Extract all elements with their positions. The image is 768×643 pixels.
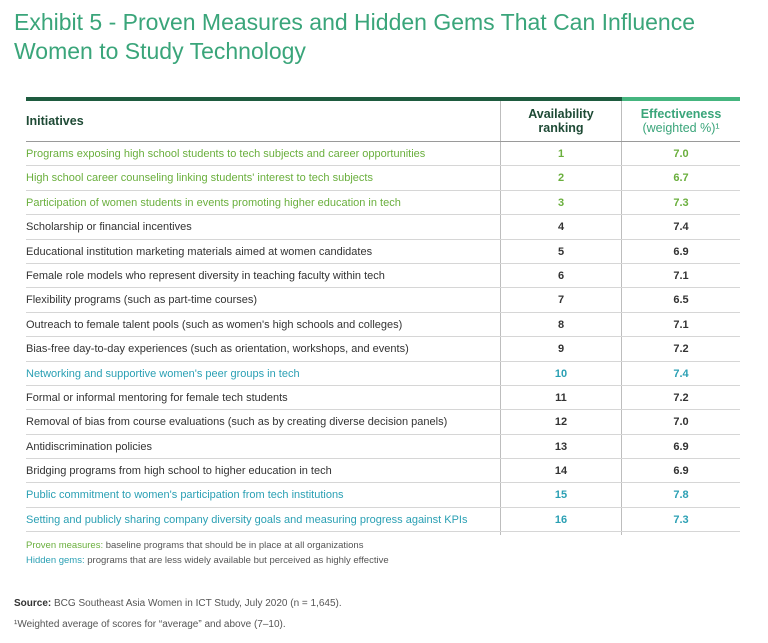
- header-availability-sub: ranking: [538, 121, 584, 135]
- table-row: [26, 435, 740, 459]
- availability-rank-cell: 3: [557, 196, 565, 209]
- initiative-cell: Setting and publicly sharing company diversity goals and measuring progress against KPIs: [26, 513, 468, 526]
- legend: [26, 538, 389, 568]
- header-availability-title: Availability: [528, 107, 594, 121]
- table-row: [26, 264, 740, 288]
- initiative-cell: Female role models who represent diversity in teaching faculty within tech: [26, 269, 385, 282]
- effectiveness-cell: 6.7: [673, 172, 689, 185]
- effectiveness-cell: 7.0: [673, 416, 689, 429]
- initiative-cell: Public commitment to women's participation from tech institutions: [26, 489, 344, 502]
- availability-rank-cell: 1: [557, 148, 565, 160]
- initiative-cell: Antidiscrimination policies: [26, 440, 152, 453]
- availability-rank-cell: 4: [557, 221, 565, 234]
- table-row: [26, 215, 740, 239]
- exhibit-title: Exhibit 5 - Proven Measures and Hidden Gems That Can Influence Women to Study Technology: [14, 9, 695, 64]
- availability-rank-cell: 8: [557, 318, 565, 331]
- availability-rank-cell: 5: [557, 245, 565, 258]
- table-row: [26, 483, 740, 507]
- legend-hidden: [26, 553, 389, 568]
- initiative-cell: Outreach to female talent pools (such as women's high schools and colleges): [26, 318, 403, 331]
- effectiveness-cell: 6.5: [673, 294, 689, 307]
- availability-rank-cell: 14: [554, 465, 568, 478]
- initiative-cell: Removal of bias from course evaluations (such as by creating diverse decision panels): [26, 416, 448, 429]
- availability-rank-cell: 2: [557, 172, 565, 185]
- legend-proven: [26, 538, 389, 553]
- initiative-cell: Participation of women students in events promoting higher education in tech: [26, 196, 401, 209]
- availability-rank-cell: 13: [554, 440, 568, 453]
- header-initiatives: Initiatives: [26, 114, 84, 128]
- effectiveness-cell: 7.0: [673, 148, 689, 160]
- effectiveness-cell: 7.1: [673, 318, 689, 331]
- table-row: [26, 459, 740, 483]
- effectiveness-cell: 7.4: [673, 221, 689, 234]
- header-effectiveness-sub: (weighted %)¹: [642, 121, 720, 135]
- effectiveness-cell: 7.1: [673, 269, 689, 282]
- availability-rank-cell: 11: [555, 391, 567, 404]
- table-row: [26, 362, 740, 386]
- table-header: [26, 101, 740, 142]
- header-availability: [500, 107, 622, 135]
- initiative-cell: Educational institution marketing materials aimed at women candidates: [26, 245, 373, 258]
- initiative-cell: Programs exposing high school students to tech subjects and career opportunities: [26, 148, 426, 160]
- effectiveness-cell: 7.2: [673, 391, 689, 404]
- availability-rank-cell: 7: [557, 294, 565, 307]
- table-row: [26, 166, 740, 190]
- effectiveness-cell: 6.9: [673, 245, 689, 258]
- initiatives-table: [26, 101, 740, 532]
- table-row: [26, 288, 740, 312]
- footnote: ¹Weighted average of scores for “average” and above (7–10).: [14, 619, 286, 630]
- availability-rank-cell: 9: [557, 343, 565, 356]
- initiative-cell: Scholarship or financial incentives: [26, 221, 192, 234]
- table-body: [26, 142, 740, 532]
- table-row: [26, 386, 740, 410]
- initiative-cell: Networking and supportive women's peer groups in tech: [26, 367, 300, 380]
- header-effectiveness-title: Effectiveness: [640, 107, 722, 121]
- initiative-cell: High school career counseling linking students' interest to tech subjects: [26, 172, 373, 185]
- source-label: Source:: [14, 598, 52, 609]
- availability-rank-cell: 10: [554, 367, 568, 380]
- effectiveness-cell: 7.3: [673, 513, 689, 526]
- initiative-cell: Formal or informal mentoring for female tech students: [26, 391, 288, 404]
- table-row: [26, 313, 740, 337]
- initiative-cell: Bridging programs from high school to higher education in tech: [26, 465, 332, 478]
- availability-rank-cell: 6: [557, 269, 565, 282]
- table-row: [26, 240, 740, 264]
- effectiveness-cell: 6.9: [673, 465, 689, 478]
- effectiveness-cell: 6.9: [673, 440, 689, 453]
- initiative-cell: Bias-free day-to-day experiences (such as orientation, workshops, and events): [26, 343, 409, 356]
- table-row: [26, 337, 740, 361]
- effectiveness-cell: 7.3: [673, 196, 689, 209]
- legend-proven-label: Proven measures:: [26, 540, 104, 551]
- availability-rank-cell: 16: [554, 513, 568, 526]
- header-effectiveness: [622, 107, 740, 135]
- legend-proven-text: baseline programs that should be in place at all organizations: [103, 540, 364, 551]
- effectiveness-cell: 7.4: [673, 367, 689, 380]
- initiative-cell: Flexibility programs (such as part-time courses): [26, 294, 258, 307]
- table-row: [26, 191, 740, 215]
- table-row: [26, 508, 740, 532]
- legend-hidden-text: programs that are less widely available but perceived as highly effective: [84, 555, 389, 566]
- source-note: [14, 598, 342, 609]
- legend-hidden-label: Hidden gems:: [26, 555, 85, 566]
- effectiveness-cell: 7.2: [673, 343, 689, 356]
- availability-rank-cell: 15: [554, 489, 568, 502]
- effectiveness-cell: 7.8: [673, 489, 689, 502]
- source-text: BCG Southeast Asia Women in ICT Study, July 2020 (n = 1,645).: [51, 598, 342, 609]
- availability-rank-cell: 12: [554, 416, 568, 429]
- table-row: [26, 142, 740, 166]
- table-row: [26, 410, 740, 434]
